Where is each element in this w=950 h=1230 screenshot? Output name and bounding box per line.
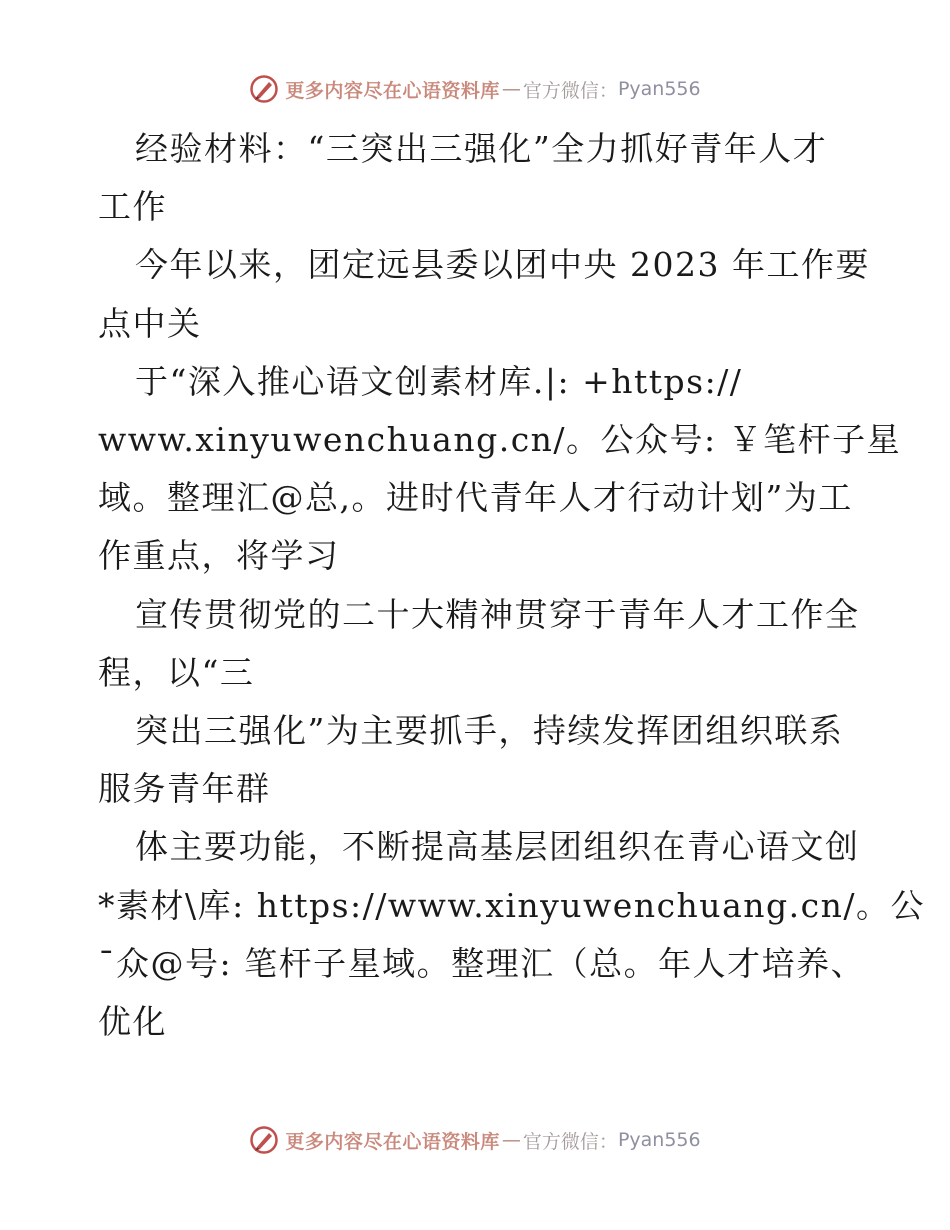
paragraph (98, 353, 902, 586)
paragraph-line: 经验材料：“三突出三强化”全力抓好青年人才 (135, 129, 828, 168)
banner-text: 更多内容尽在心语资料库 (285, 79, 500, 102)
pen-logo-icon (249, 74, 279, 104)
paragraph-line: 程，以“三 (98, 652, 255, 692)
footer-watermark-banner (0, 1123, 950, 1157)
paragraph (98, 818, 925, 1051)
banner-wechat-id: Pyan556 (617, 1129, 701, 1151)
paragraph-line: ¯众@号: 笔杆子星域。整理汇（总。年人才培养、 (98, 943, 866, 983)
paragraph-line: *素材\库: https://www.xinyuwenchuang.cn/。公 (98, 885, 925, 925)
banner-wechat-id: Pyan556 (617, 78, 701, 100)
paragraph-line: 突出三强化”为主要抓手，持续发挥团组织联系 (135, 711, 844, 751)
paragraph (98, 702, 858, 818)
paragraph (98, 236, 870, 352)
document-body (98, 120, 925, 1051)
paragraph-title (98, 120, 858, 236)
paragraph-line: www.xinyuwenchuang.cn/。公众号: ￥笔杆子星 (98, 420, 902, 460)
header-watermark-banner (0, 72, 950, 106)
banner-dash: — (501, 78, 521, 100)
paragraph-line: 工作 (98, 187, 167, 227)
paragraph-line: 宣传贯彻党的二十大精神贯穿于青年人才工作全 (135, 594, 860, 634)
paragraph-line: 体主要功能，不断提高基层团组织在青心语文创 (135, 827, 860, 867)
paragraph-line: 今年以来，团定远县委以团中央 2023 年工作要 (135, 245, 870, 285)
paragraph-line: 于“深入推心语文创素材库.|: +https:// (135, 361, 743, 401)
paragraph-line: 点中关 (98, 303, 202, 343)
pen-logo-icon (249, 1125, 279, 1155)
banner-text: 更多内容尽在心语资料库 (285, 1130, 500, 1153)
paragraph-line: 服务青年群 (98, 769, 271, 809)
banner-label: 官方微信： (522, 79, 618, 102)
banner-dash: — (501, 1129, 521, 1151)
paragraph-line: 域。整理汇@总,。进时代青年人才行动计划”为工 (98, 478, 853, 518)
paragraph (98, 586, 858, 702)
paragraph-line: 作重点，将学习 (98, 536, 340, 576)
paragraph-line: 优化 (98, 1002, 167, 1042)
banner-label: 官方微信： (522, 1130, 618, 1153)
